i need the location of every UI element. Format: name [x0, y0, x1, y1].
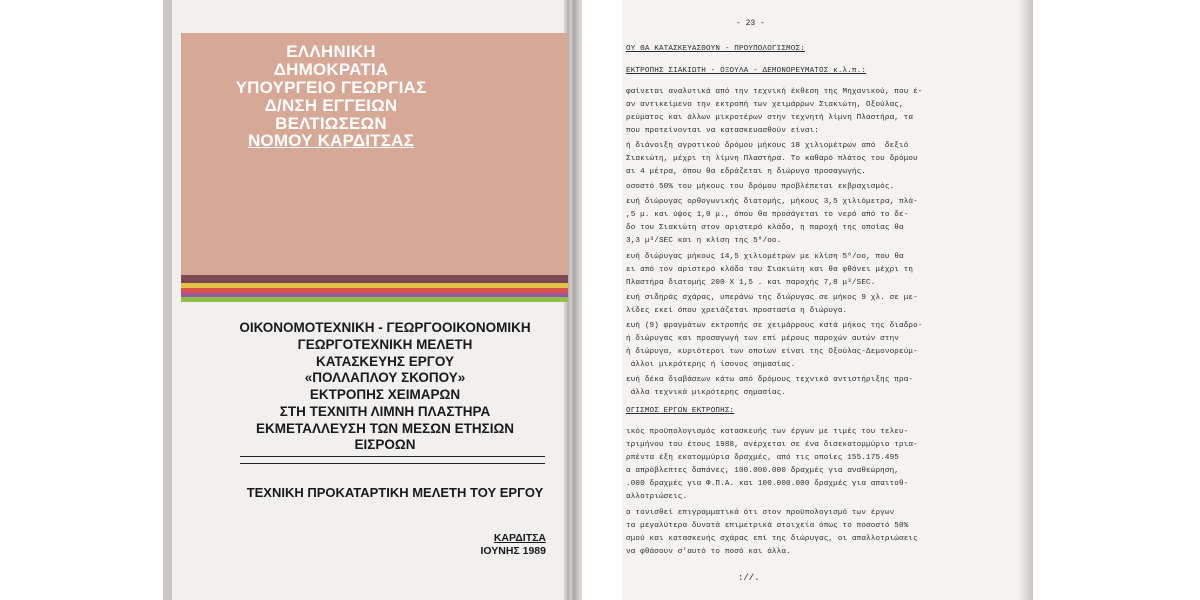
divider-line — [240, 463, 545, 464]
text-line: λίδες εκεί όπου χρειάζεται προστασία η διώρυγα. — [626, 307, 848, 315]
study-title-line: ΓΕΩΡΓΟΤΕΧΝΙΚΗ ΜΕΛΕΤΗ — [297, 337, 473, 352]
text-line: Σιακιώτη, μέχρι τη λίμνη Πλαστήρα. Το καθαρό πλάτος του δρόμου — [626, 155, 918, 163]
text-line: ή διώρυγα, κυριότεροι των οποίων είναι της Οξούλας-Δεμονορεύμ- — [626, 348, 918, 356]
section-heading: ΟΥ ΘΑ ΚΑΤΑΣΚΕΥΑΣΘΟΥΝ - ΠΡΟΥΠΟΛΟΓΙΣΜΟΣ: — [626, 45, 805, 53]
text-line: αλλοτριώσεις. — [626, 493, 688, 501]
study-title-line: ΟΙΚΟΝΟΜΟΤΕΧΝΙΚΗ - ΓΕΩΡΓΟΟΙΚΟΝΟΜΙΚΗ — [239, 320, 531, 335]
study-title-line: ΕΙΣΡΟΩΝ — [354, 437, 416, 452]
section-heading: ΕΚΤΡΟΠΗΣ ΣΙΑΚΙΩΤΗ - ΟΞΟΥΛΑ - ΔΕΜΟΝΟΡΕΥΜΑΤΟΣ κ.λ.π.: — [626, 67, 867, 75]
text-line: ή διώρυγας και προσαγωγή των επί μέρους παροχών αυτών στην — [626, 335, 900, 343]
page-edge-shadow — [1018, 0, 1033, 600]
ministry-line: ΒΕΛΤΙΩΣΕΩΝ — [275, 114, 387, 133]
text-line: .000 δραχμές για Φ.Π.Α. και 100.000.000 δραχμές για απαιτοθ- — [626, 480, 909, 488]
text-line: τριμήνου του έτους 1988, ανέρχεται σε ένα δισεκατομμύριο τρια- — [626, 441, 918, 449]
page-number: - 23 - — [736, 19, 765, 28]
color-stripe — [181, 275, 568, 283]
text-line: ευή δέκα διαβάσεων κάτω από δρόμους τεχνικά αντιστήριξης πρα- — [626, 376, 914, 384]
text-line: ,5 μ. και ύψος 1,0 μ., όπου θα προσάγεται το νερό από το δε- — [626, 211, 909, 219]
text-line: αι 4 μέτρα, όπου θα εδράζεται η διώρυγα προσαγωγής. — [626, 168, 867, 176]
text-line: σμού και κατασκευής σχάρας επί της διώρυγας, οι απαλλοτριώσεις — [626, 535, 918, 543]
text-line: ευή (9) φραγμάτων εκτροπής σε χειμάρρους κατά μήκος της διαδρο- — [626, 322, 923, 330]
text-line: ρεύματος και άλλων μικροτέρων στην τεχνητή λίμνη Πλαστήρα, τα — [626, 114, 914, 122]
place-name: ΚΑΡΔΙΤΣΑ — [493, 532, 546, 544]
text-line: άλλοι μικρότερης ή ίσονος σημασίας. — [626, 361, 796, 369]
ministry-line: ΥΠΟΥΡΓΕΙΟ ΓΕΩΡΓΙΑΣ — [235, 78, 427, 97]
ministry-line-prefecture: ΝΟΜΟΥ ΚΑΡΔΙΤΣΑΣ — [247, 131, 415, 150]
study-title-line: ΣΤΗ ΤΕΧΝΙΤΗ ΛΙΜΝΗ ΠΛΑΣΤΗΡΑ — [279, 404, 491, 419]
text-line: ή διάνοιξη αγροτικού δρόμου μήκους 18 χιλιομέτρων από δεξιό — [626, 142, 909, 150]
text-line: Πλαστήρα διατομής 200 Χ 1,5 . και παροχής 7,8 μ³/SEC. — [626, 279, 876, 287]
study-title-line: ΕΚΤΡΟΠΗΣ ΧΕΙΜΑΡΩΝ — [309, 387, 461, 402]
color-stripe — [181, 297, 568, 302]
text-line: αν αντικείμενο την εκτροπή των χειμάρρων Σιακιώτη, Οξούλας, — [626, 101, 904, 109]
section-heading: ΟΓΙΣΜΟΣ ΕΡΓΩΝ ΕΚΤΡΟΠΗΣ: — [626, 407, 735, 415]
text-line: ευή σιδηράς σχάρας, υπεράνω της διώρυγας σε μήκος 9 χλ. σε με- — [626, 294, 918, 302]
text-line: ικός προϋπολογισμός κατασκευής των έργων με τιμές του τελευ- — [626, 428, 909, 436]
text-line: φαίνεται αναλυτικά από την τεχνική έκθεση της Μηχανικού, που έ- — [626, 88, 923, 96]
text-line: οσοστό 50% του μήκους του δρόμου προβλέπεται εκβραχισμός. — [626, 183, 895, 191]
study-subtitle: ΤΕΧΝΙΚΗ ΠΡΟΚΑΤΑΡΤΙΚΗ ΜΕΛΕΤΗ ΤΟΥ ΕΡΓΟΥ — [246, 485, 544, 500]
study-title-line: ΚΑΤΑΣΚΕΥΗΣ ΕΡΓΟΥ — [315, 354, 455, 369]
ministry-line: ΔΗΜΟΚΡΑΤΙΑ — [273, 60, 389, 79]
text-line: τα μεγαλύτερα δυνατά επιμετρικά στοιχεία όπως το ποσοστό 50% — [626, 522, 909, 530]
typewritten-page — [622, 0, 1033, 600]
page-continuation-mark: ://. — [738, 573, 760, 583]
study-title-line: «ΠΟΛΛΑΠΛΟΥ ΣΚΟΠΟΥ» — [304, 370, 466, 385]
study-title-line: ΕΚΜΕΤΑΛΛΕΥΣΗ ΤΩΝ ΜΕΣΩΝ ΕΤΗΣΙΩΝ — [255, 421, 515, 436]
publication-date: ΙΟΥΝΗΣ 1989 — [480, 545, 546, 557]
text-line: ρπέντα έξη εκατομμύρια δραχμές, από τις οποίες 155.175.495 — [626, 454, 900, 462]
text-line: ευή διώρυγας ορθογωνικής διατομής, μήκους 3,5 χιλιόμετρα, πλά- — [626, 198, 918, 206]
text-line: ευή διώρυγας μήκους 14,5 χιλιομέτρων με κλίση 5⁰/οο, που θα — [626, 253, 904, 261]
text-line: δο του Σιακιώτη στον αριστερό κλάδο, η παροχή της οποίας θα — [626, 224, 904, 232]
text-line: να φθάσουν σ'αυτό το ποσό και άλλα. — [626, 548, 791, 556]
divider-line — [240, 456, 545, 457]
text-line: ει από τον αριστερό κλάδο του Σιακιώτη και θα φθάνει μέχρι τη — [626, 266, 914, 274]
text-line: 3,3 μ³/SEC και η κλίση της 5⁰/οο. — [626, 237, 782, 245]
ministry-line: ΕΛΛΗΝΙΚΗ — [286, 42, 376, 61]
text-line: α απρόβλεπτες δαπάνες, 100.000.000 δραχμές για αναθεώρηση, — [626, 467, 900, 475]
text-line: άλλα τεχνικά μικρότερης σημασίας. — [626, 389, 787, 397]
text-line: α τονισθεί επιγραμματικά ότι στον προϋπολογισμό των έργων — [626, 509, 895, 517]
text-line: που προτείνονται να κατασκευασθούν είναι: — [626, 127, 819, 135]
ministry-line: Δ/ΝΣΗ ΕΓΓΕΙΩΝ — [264, 96, 398, 115]
